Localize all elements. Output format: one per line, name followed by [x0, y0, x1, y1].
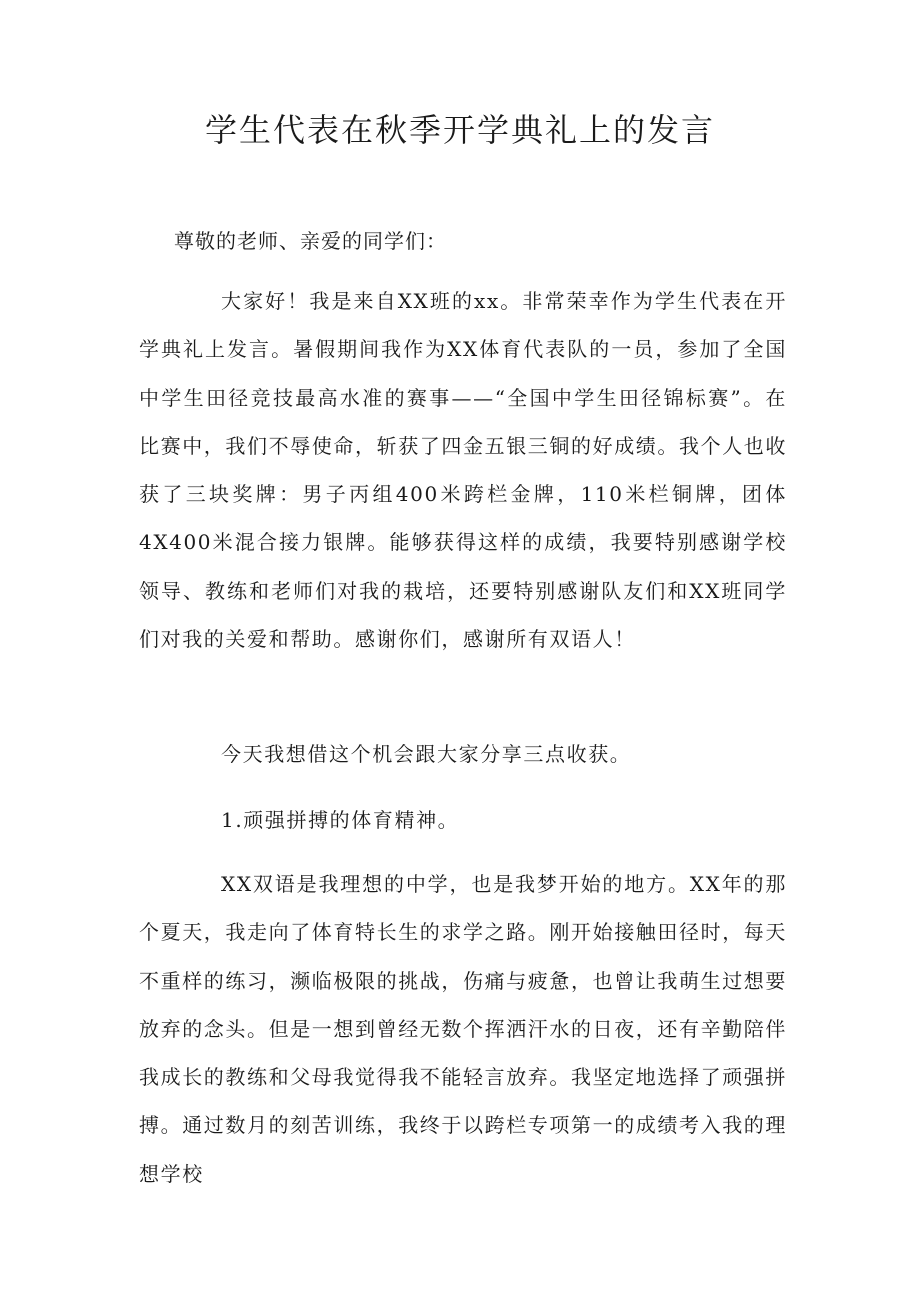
paragraph-share: 今天我想借这个机会跟大家分享三点收获。 [221, 742, 632, 766]
paragraph-story: XX双语是我理想的中学，也是我梦开始的地方。XX年的那个夏天，我走向了体育特长生的求学之路。刚开始接触田径时，每天不重样的练习，濒临极限的挑战，伤痛与疲惫，也曾让我萌生过想要放弃的念头。但是一想到曾经无数个挥洒汗水的日夜，还有辛勤陪伴我成长的教练和父母我觉得我不能轻言放弃。我坚定地选择了顽强拼搏。通过数月的刻苦训练，我终于以跨栏专项第一的成绩考入我的理想学校 [139, 872, 787, 1186]
paragraph-heading-1: 1.顽强拼搏的体育精神。 [221, 808, 460, 832]
salutation: 尊敬的老师、亲爱的同学们： [174, 229, 447, 253]
paragraph-intro: 大家好！我是来自XX班的xx。非常荣幸作为学生代表在开学典礼上发言。暑假期间我作为XX体育代表队的一员，参加了全国中学生田径竞技最高水准的赛事——“全国中学生田径锦标赛”。在比赛中，我们不辱使命，斩获了四金五银三铜的好成绩。我个人也收获了三块奖牌：男子丙组400米跨栏金牌，110米栏铜牌，团体4X400米混合接力银牌。能够获得这样的成绩，我要特别感谢学校领导、教练和老师们对我的栽培，还要特别感谢队友们和XX班同学们对我的关爱和帮助。感谢你们，感谢所有双语人！ [139, 289, 787, 652]
document-title: 学生代表在秋季开学典礼上的发言 [204, 111, 715, 149]
